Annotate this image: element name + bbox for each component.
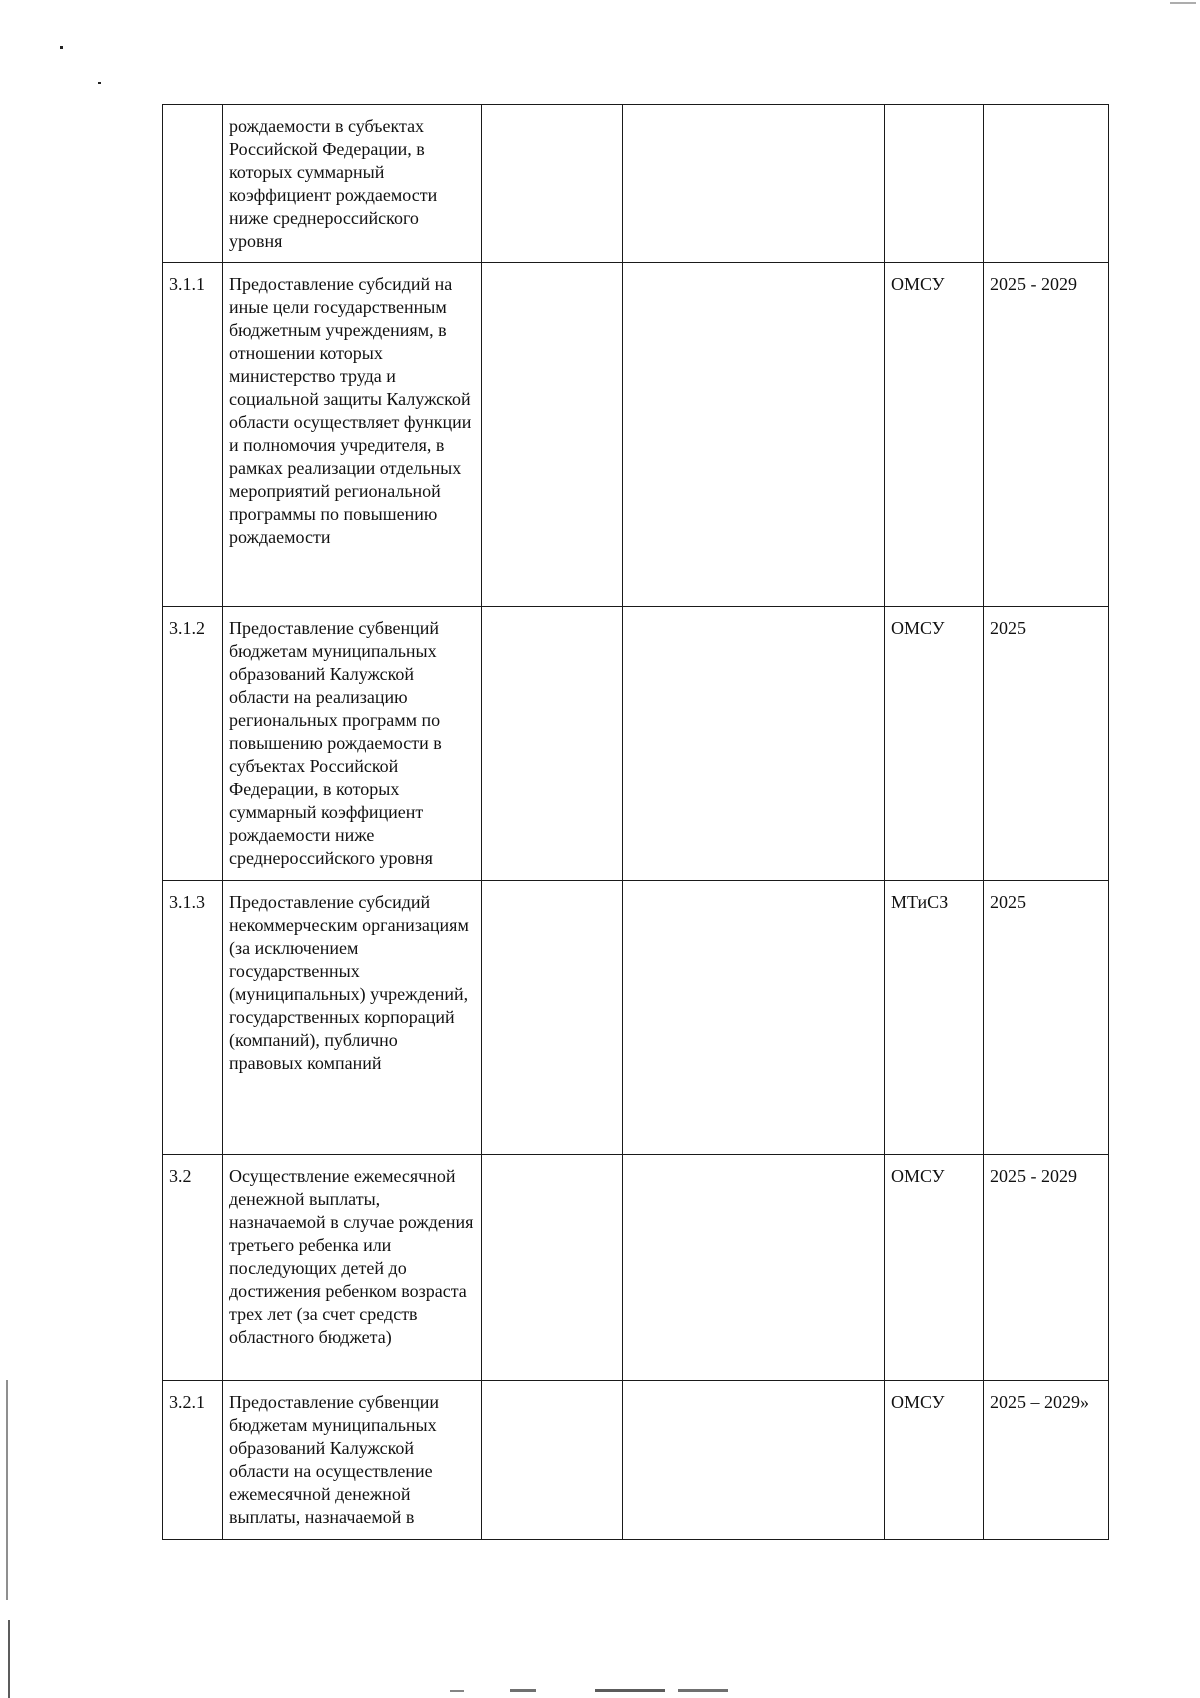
- executor-cell: ОМСУ: [885, 263, 984, 607]
- table-row: [163, 881, 1109, 1155]
- measure-name: Предоставление субсидий некоммерческим организациям (за исключением государственных (муниципальных) учреждений, государственных корпораций (компаний), публично правовых компаний: [223, 881, 482, 1155]
- row-number: 3.1.3: [163, 881, 223, 1155]
- row-number: 3.1.2: [163, 607, 223, 881]
- measure-name: Осуществление ежемесячной денежной выплаты, назначаемой в случае рождения третьего ребенка или последующих детей до достижения ребенком возраста трех лет (за счет средств областного бюджета): [223, 1155, 482, 1381]
- empty-cell-b: [623, 105, 885, 263]
- scan-speck: [98, 82, 101, 84]
- empty-cell-a: [482, 607, 623, 881]
- scan-edge-mark: [6, 1380, 8, 1600]
- scan-speck: [60, 46, 63, 49]
- scan-edge-mark: [595, 1689, 665, 1692]
- period-cell: 2025: [984, 607, 1109, 881]
- empty-cell-b: [623, 263, 885, 607]
- period-cell: 2025 - 2029: [984, 263, 1109, 607]
- scan-edge-mark: [450, 1690, 464, 1692]
- table-row: [163, 607, 1109, 881]
- scan-edge-mark: [678, 1689, 728, 1692]
- empty-cell-a: [482, 263, 623, 607]
- measure-name: Предоставление субсидий на иные цели государственным бюджетным учреждениям, в отношении которых министерство труда и социальной защиты Калужской области осуществляет функции и полномочия учредителя, в рамках реализации отдельных мероприятий региональной программы по повышению рождаемости: [223, 263, 482, 607]
- executor-cell: ОМСУ: [885, 607, 984, 881]
- period-cell: 2025 - 2029: [984, 1155, 1109, 1381]
- row-number: 3.2.1: [163, 1381, 223, 1540]
- executor-cell: МТиСЗ: [885, 881, 984, 1155]
- table-row: [163, 1155, 1109, 1381]
- row-number: 3.2: [163, 1155, 223, 1381]
- empty-cell-b: [623, 1155, 885, 1381]
- empty-cell-a: [482, 1381, 623, 1540]
- empty-cell-b: [623, 607, 885, 881]
- table-row: [163, 263, 1109, 607]
- executor-cell: ОМСУ: [885, 1381, 984, 1540]
- executor-cell: [885, 105, 984, 263]
- measures-table: [162, 104, 1109, 1540]
- scan-edge-mark: [510, 1689, 536, 1692]
- table-row: [163, 105, 1109, 263]
- row-number: [163, 105, 223, 263]
- row-number: 3.1.1: [163, 263, 223, 607]
- executor-cell: ОМСУ: [885, 1155, 984, 1381]
- period-cell: 2025: [984, 881, 1109, 1155]
- period-cell: [984, 105, 1109, 263]
- empty-cell-b: [623, 1381, 885, 1540]
- measure-name: Предоставление субвенций бюджетам муниципальных образований Калужской области на реализацию региональных программ по повышению рождаемости в субъектах Российской Федерации, в которых суммарный коэффициент рождаемости ниже среднероссийского уровня: [223, 607, 482, 881]
- measure-name: рождаемости в субъектах Российской Федерации, в которых суммарный коэффициент рождаемости ниже среднероссийского уровня: [223, 105, 482, 263]
- scan-edge-mark: [1170, 2, 1196, 4]
- empty-cell-a: [482, 881, 623, 1155]
- empty-cell-a: [482, 105, 623, 263]
- measure-name: Предоставление субвенции бюджетам муниципальных образований Калужской области на осуществление ежемесячной денежной выплаты, назначаемой в: [223, 1381, 482, 1540]
- period-cell: 2025 – 2029»: [984, 1381, 1109, 1540]
- empty-cell-b: [623, 881, 885, 1155]
- table-row: [163, 1381, 1109, 1540]
- scan-edge-mark: [8, 1620, 10, 1698]
- empty-cell-a: [482, 1155, 623, 1381]
